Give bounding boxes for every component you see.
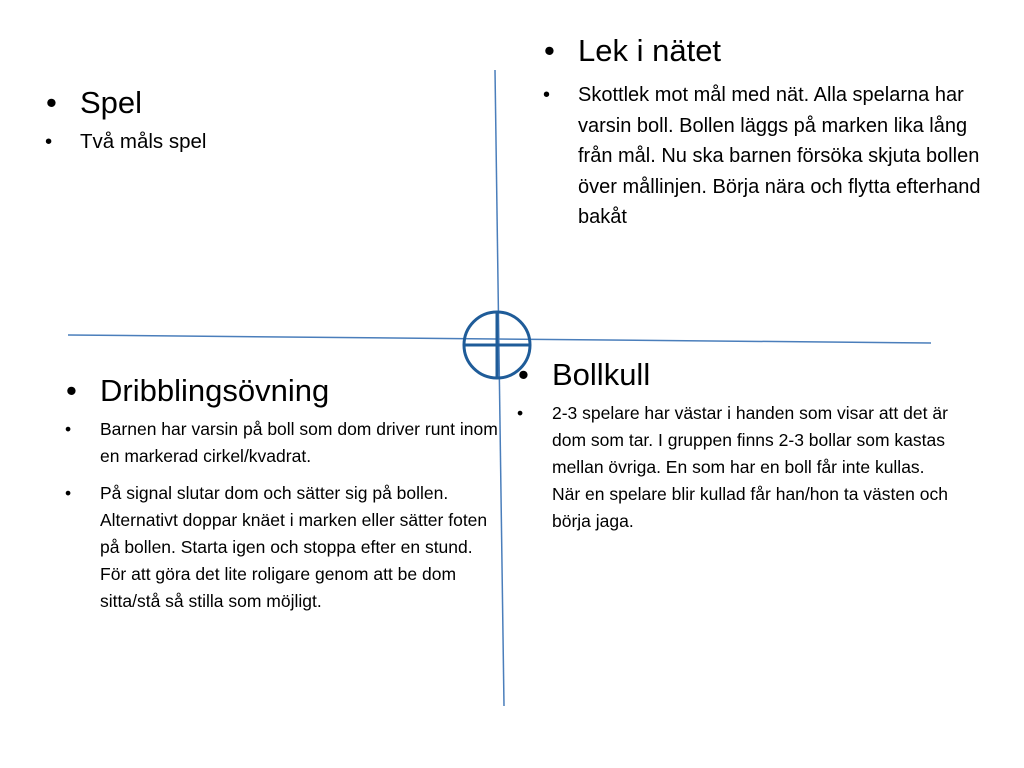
bullet-list — [62, 372, 498, 615]
bullet-item: • 2-3 spelare har västar i handen som visar att det är dom som tar. I gruppen finns 2-3 bollar som kastas mellan övriga. En som har en boll får inte kullas. När en spelare blir kullad får han/hon ta västen och börja jaga. — [514, 400, 954, 535]
quadrant-top-right — [540, 32, 990, 233]
bullet-item: • Skottlek mot mål med nät. Alla spelarna har varsin boll. Bollen läggs på marken lika lång från mål. Nu ska barnen försöka skjuta bollen över mållinjen. Börja nära och flytta efterhand bakåt — [540, 80, 990, 233]
section-title: • Dribblingsövning — [62, 372, 498, 410]
bullet-list — [540, 32, 990, 233]
section-title: • Spel — [42, 84, 462, 122]
bullet-item: • Två måls spel — [42, 128, 462, 156]
quadrant-top-left — [42, 84, 462, 156]
quadrant-bottom-right — [514, 356, 954, 535]
section-title: • Bollkull — [514, 356, 954, 394]
quadrant-bottom-left — [62, 372, 498, 615]
bullet-item: • På signal slutar dom och sätter sig på bollen. Alternativt doppar knäet i marken eller sätter foten på bollen. Starta igen och stoppa efter en stund. För att göra det lite roligare genom att be dom sitta/stå så stilla som möjligt. — [62, 480, 498, 615]
bullet-list — [42, 84, 462, 156]
bullet-item: • Barnen har varsin på boll som dom driver runt inom en markerad cirkel/kvadrat. — [62, 416, 498, 470]
section-title: • Lek i nätet — [540, 32, 990, 70]
bullet-list — [514, 356, 954, 535]
